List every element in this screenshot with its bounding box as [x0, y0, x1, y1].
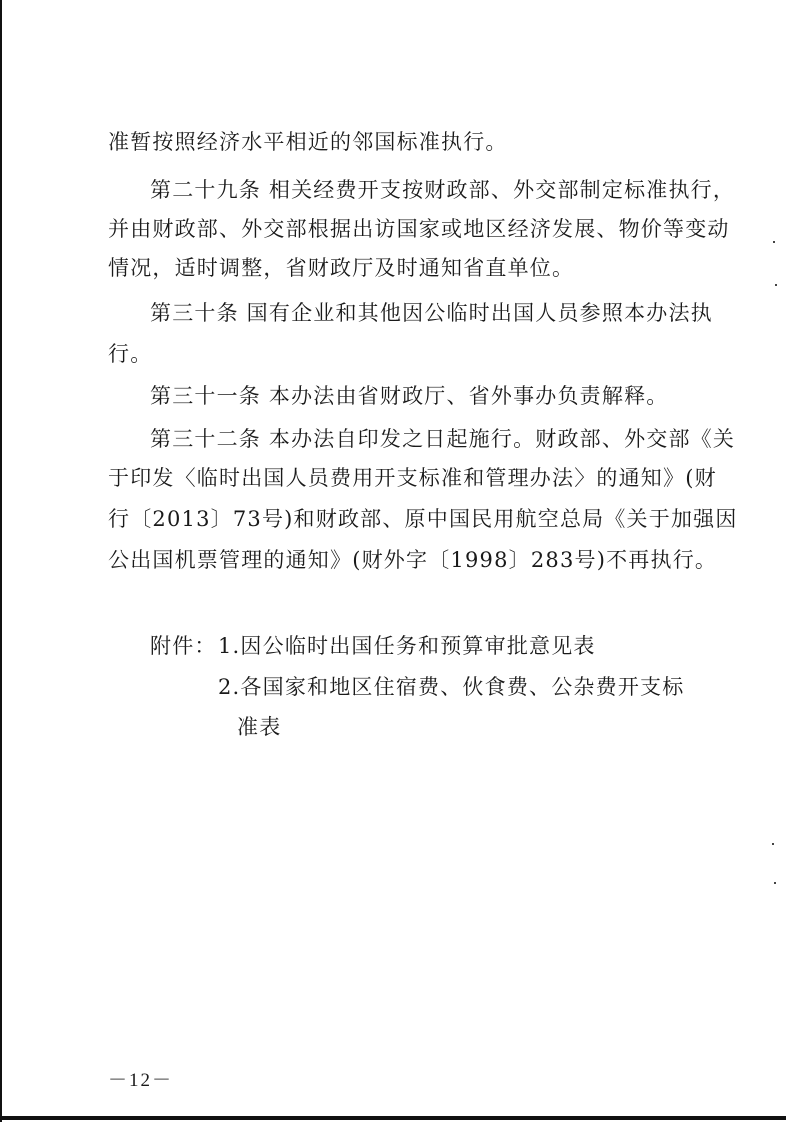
- page-bottom-border: [0, 1116, 786, 1120]
- body-line: 行。: [108, 342, 153, 366]
- body-line: 行〔2013〕73号)和财政部、原中国民用航空总局《关于加强因: [108, 507, 738, 531]
- body-line: 于印发〈临时出国人员费用开支标准和管理办法〉的通知》(财: [108, 466, 717, 490]
- scan-speck: [775, 284, 777, 286]
- article-32-line: 第三十二条 本办法自印发之日起施行。财政部、外交部《关: [150, 427, 736, 451]
- article-29-line: 第二十九条 相关经费开支按财政部、外交部制定标准执行，: [150, 178, 736, 202]
- attachment-item-2: 2.各国家和地区住宿费、伙食费、公杂费开支标: [218, 675, 685, 699]
- article-31-line: 第三十一条 本办法由省财政厅、省外事办负责解释。: [150, 384, 669, 408]
- article-30-line: 第三十条 国有企业和其他因公临时出国人员参照本办法执: [150, 301, 713, 325]
- attachment-item-2-continued: 准表: [237, 715, 282, 739]
- attachment-item-1: 1.因公临时出国任务和预算审批意见表: [218, 634, 596, 658]
- body-line: 情况，适时调整，省财政厅及时通知省直单位。: [108, 256, 575, 280]
- attachments-label: 附件：: [150, 634, 217, 658]
- scan-speck: [773, 241, 775, 243]
- page-number: －12－: [108, 1070, 174, 1091]
- scan-speck: [774, 882, 776, 884]
- body-line: 公出国机票管理的通知》(财外字〔1998〕283号)不再执行。: [108, 548, 718, 572]
- page-left-border: [0, 0, 2, 1122]
- body-line: 准暂按照经济水平相近的邻国标准执行。: [108, 130, 508, 154]
- scan-speck: [772, 843, 774, 845]
- body-line: 并由财政部、外交部根据出访国家或地区经济发展、物价等变动: [108, 217, 730, 241]
